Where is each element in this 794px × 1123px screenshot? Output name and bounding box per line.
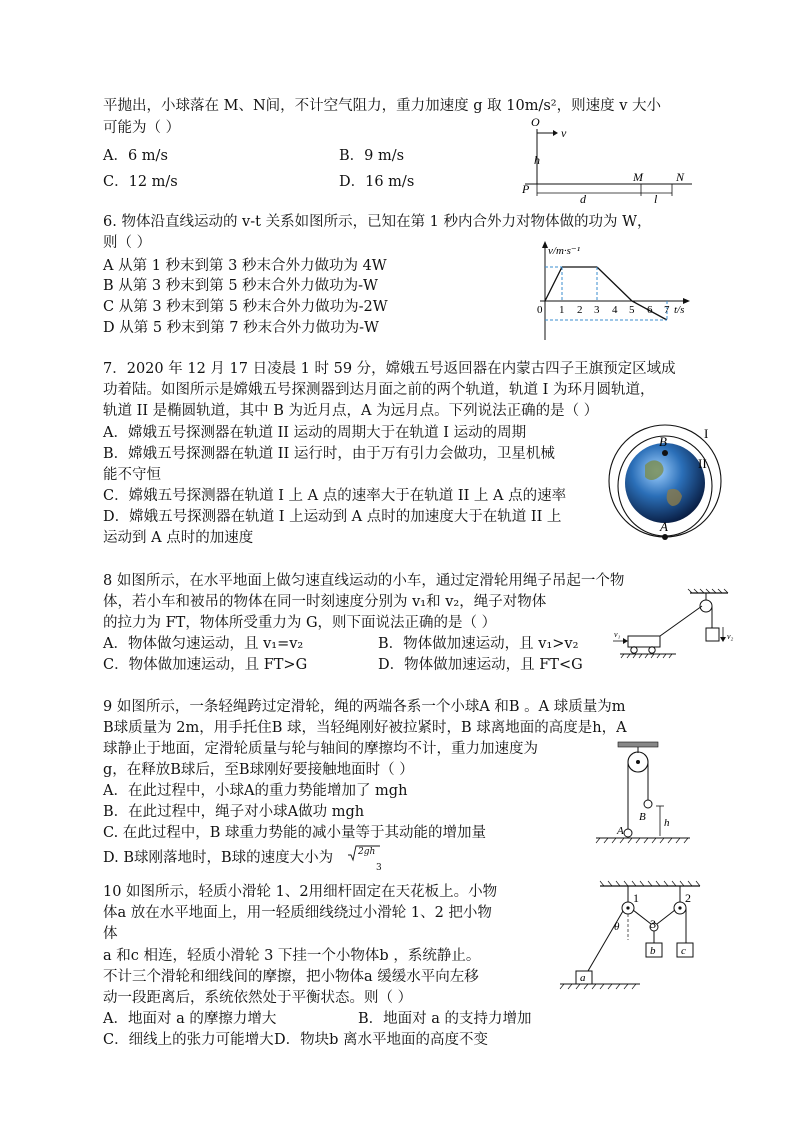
fig6-tick: 2 (577, 304, 583, 316)
fig5-label-d: d (580, 192, 586, 206)
q8-option-d: D．物体做加速运动，且 FT<G (378, 657, 583, 673)
q5-option-d: D．16 m/s (339, 174, 415, 190)
q9-option-a: A．在此过程中，小球A的重力势能增加了 mgh (103, 783, 408, 799)
q7-line2: 功着陆。如图所示是嫦娥五号探测器到达月面之前的两个轨道，轨道 I 为环月圆轨道， (103, 382, 655, 398)
q8-line2: 体，若小车和被吊的物体在同一时刻速度分别为 v₁和 v₂，绳子对物体 (103, 594, 547, 610)
fig8-label-v2: v₂ (727, 632, 734, 641)
q7-option-d: D．嫦娥五号探测器在轨道 I 上运动到 A 点时的加速度大于在轨道 II 上 (103, 509, 562, 525)
fig9-label-h: h (664, 817, 670, 829)
q7-option-a: A．嫦娥五号探测器在轨道 II 运动的周期大于在轨道 I 运动的周期 (103, 425, 527, 441)
fig9-label-a: A (617, 825, 624, 837)
q9-option-d: D. B球刚落地时，B球的速度大小为 (103, 850, 334, 866)
q10-line1: 10 如图所示，轻质小滑轮 1、2用细杆固定在天花板上。小物 (103, 884, 498, 900)
q8-option-a: A．物体做匀速运动，且 v₁=v₂ (103, 636, 304, 652)
q10-line5: 不计三个滑轮和细线间的摩擦，把小物体a 缓缓水平向左移 (103, 969, 479, 985)
q9-sqrt-numerator: 2gh (358, 847, 376, 857)
q7-line3: 轨道 II 是椭圆轨道，其中 B 为近月点，A 为远月点。下列说法正确的是（ ） (103, 403, 599, 419)
fig7-label-orbit1: I (704, 426, 709, 441)
q9-line1: 9 如图所示，一条轻绳跨过定滑轮，绳的两端各系一个小球A 和B 。A 球质量为m (103, 699, 626, 715)
q8-option-c: C．物体做加速运动，且 FT>G (103, 657, 308, 673)
fig5-label-m: M (633, 170, 643, 184)
fig10-label-1: 1 (633, 891, 639, 905)
q9-line2: B球质量为 2m，用手托住B 球，当轻绳刚好被拉紧时，B 球离地面的高度是h，A (103, 720, 627, 736)
q6-line2: 则（ ） (103, 235, 152, 251)
q9-option-c: C. 在此过程中，B 球重力势能的减小量等于其动能的增加量 (103, 825, 487, 841)
fig6-ylabel: v/m·s⁻¹ (548, 245, 581, 257)
q10-option-b: B．地面对 a 的支持力增加 (358, 1011, 532, 1027)
fig10-label-2: 2 (685, 891, 691, 905)
fig5-label-o: O (531, 115, 540, 129)
fig7-label-orbit2: II (698, 456, 707, 471)
fig6-tick: 1 (559, 304, 565, 316)
q8-line3: 的拉力为 FT，物体所受重力为 G，则下面说法正确的是（ ） (103, 615, 497, 631)
fig8-label-v1: v₁ (614, 630, 621, 639)
q10-option-d: D．物块b 离水平地面的高度不变 (274, 1032, 489, 1048)
fig5-label-n: N (676, 170, 685, 184)
fig6-tick: 7 (664, 304, 670, 316)
q7-option-b-cont: 能不守恒 (103, 467, 161, 483)
fig6-xlabel: t/s (674, 304, 685, 316)
fig6-tick: 3 (594, 304, 600, 316)
q8-option-b: B．物体做加速运动，且 v₁>v₂ (378, 636, 579, 652)
q7-option-d-cont: 运动到 A 点时的加速度 (103, 530, 254, 546)
q10-line3: 体 (103, 926, 118, 942)
q5-option-c: C．12 m/s (103, 174, 178, 190)
q10-option-c: C．细线上的张力可能增大 (103, 1032, 274, 1048)
fig5-label-h: h (534, 153, 540, 167)
fig5-label-v: v (561, 126, 567, 140)
q9-sqrt-denominator: 3 (376, 863, 382, 873)
q6-option-b: B 从第 3 秒末到第 5 秒末合外力做功为-W (103, 278, 378, 294)
fig10-label-a: a (580, 972, 586, 984)
q7-line1: 7．2020 年 12 月 17 日凌晨 1 时 59 分，嫦娥五号返回器在内蒙古四子王旗预定区域成 (103, 361, 676, 377)
q6-option-a: A 从第 1 秒末到第 3 秒末合外力做功为 4W (103, 258, 387, 274)
fig7-label-b: B (659, 434, 667, 449)
q6-option-d: D 从第 5 秒末到第 7 秒末合外力做功为-W (103, 320, 379, 336)
q9-line4: g，在释放B球后，至B球刚好要接触地面时（ ） (103, 762, 414, 778)
fig6-tick: 4 (612, 304, 618, 316)
q6-line1: 6. 物体沿直线运动的 v-t 关系如图所示，已知在第 1 秒内合外力对物体做的功为 W， (103, 214, 652, 230)
q10-option-a: A．地面对 a 的摩擦力增大 (103, 1011, 277, 1027)
fig6-origin: 0 (537, 304, 543, 316)
fig10-label-c: c (681, 945, 686, 957)
q5-line2: 可能为（ ） (103, 120, 181, 136)
q5-line1: 平抛出，小球落在 M、N间，不计空气阻力，重力加速度 g 取 10m/s²，则速度 v 大小 (103, 98, 661, 114)
fig6-tick: 6 (647, 304, 653, 316)
q10-line2: 体a 放在水平地面上，用一轻质细线绕过小滑轮 1、2 把小物 (103, 905, 492, 921)
fig5-label-l: l (654, 192, 658, 206)
q5-option-a: A．6 m/s (103, 148, 168, 164)
fig5-label-p: P (522, 182, 530, 196)
q7-option-c: C．嫦娥五号探测器在轨道 I 上 A 点的速率大于在轨道 II 上 A 点的速率 (103, 488, 567, 504)
q10-line6: 动一段距离后，系统依然处于平衡状态。则（ ） (103, 990, 413, 1006)
q8-line1: 8 如图所示，在水平地面上做匀速直线运动的小车，通过定滑轮用绳子吊起一个物 (103, 573, 625, 589)
q6-option-c: C 从第 3 秒末到第 5 秒末合外力做功为-2W (103, 299, 388, 315)
fig6-tick: 5 (629, 304, 635, 316)
fig10-label-theta: θ (614, 921, 620, 933)
q5-option-b: B．9 m/s (339, 148, 405, 164)
fig10-label-3: 3 (650, 917, 656, 931)
fig10-label-b: b (650, 945, 656, 957)
fig7-label-a: A (660, 519, 668, 534)
q9-option-b: B．在此过程中，绳子对小球A做功 mgh (103, 804, 365, 820)
q9-line3: 球静止于地面，定滑轮质量与轮与轴间的摩擦均不计，重力加速度为 (103, 741, 538, 757)
q7-option-b: B．嫦娥五号探测器在轨道 II 运行时，由于万有引力会做功，卫星机械 (103, 446, 555, 462)
q10-line4: a 和c 相连，轻质小滑轮 3 下挂一个小物体b ，系统静止。 (103, 948, 481, 964)
fig9-label-b: B (639, 811, 646, 823)
